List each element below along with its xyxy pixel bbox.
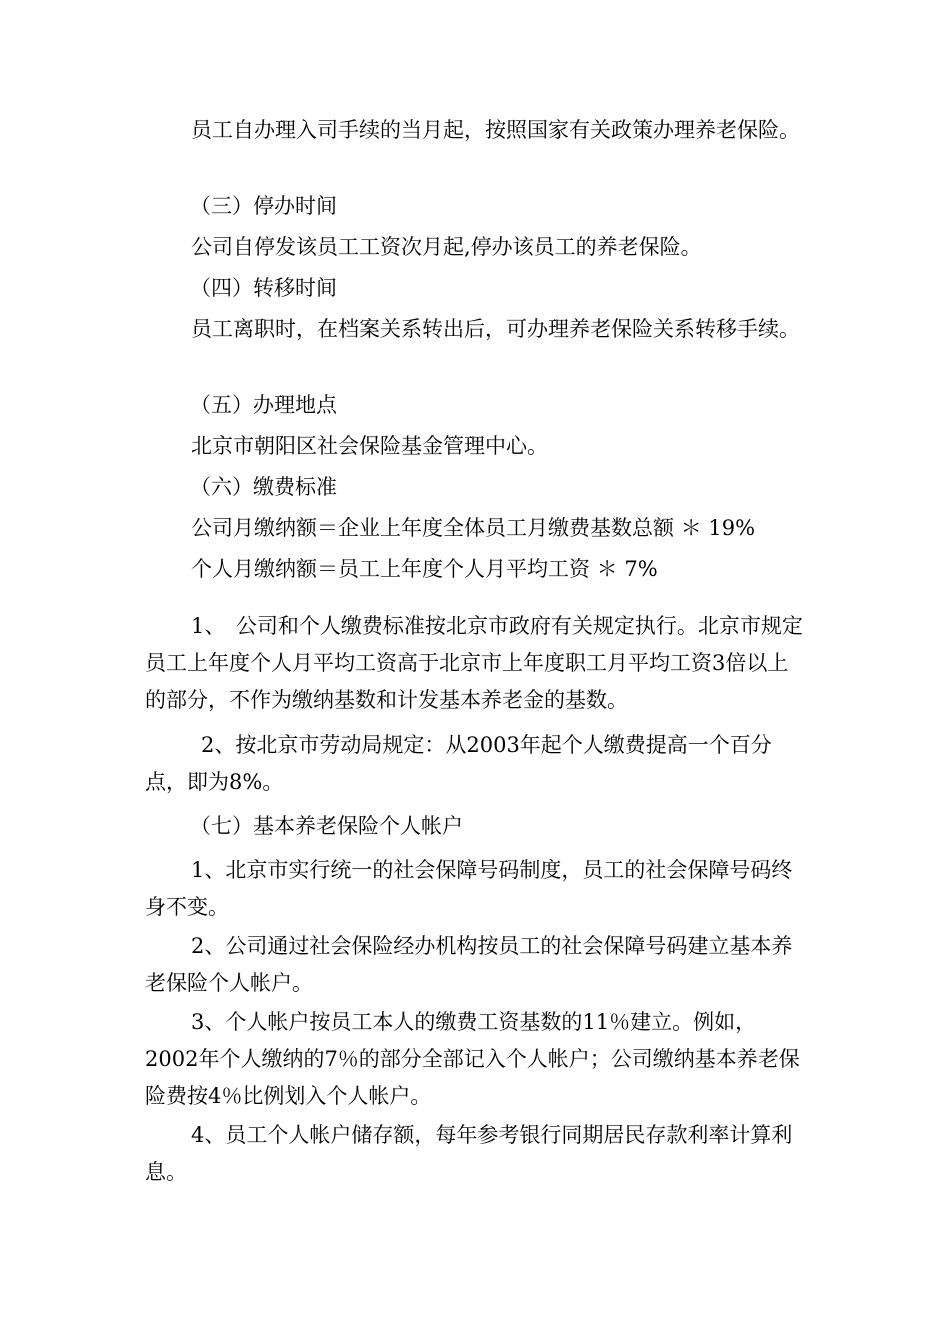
paragraph-location: 北京市朝阳区社会保险基金管理中心。 (191, 434, 548, 458)
heading-stop-time: （三）停办时间 (190, 194, 337, 218)
formula-personal-payment: 个人月缴纳额＝员工上年度个人月平均工资 ＊ 7% (191, 557, 658, 581)
paragraph-stop-time: 公司自停发该员工工资次月起,停办该员工的养老保险。 (191, 235, 702, 259)
heading-payment-standard: （六）缴费标准 (190, 475, 337, 499)
account-item-1: 1、北京市实行统一的社会保障号码制度，员工的社会保障号码终身不变。 (145, 858, 793, 919)
heading-personal-account: （七）基本养老保险个人帐户 (190, 814, 463, 838)
heading-location: （五）办理地点 (190, 393, 337, 417)
paragraph-transfer-time: 员工离职时，在档案关系转出后，可办理养老保险关系转移手续。 (191, 317, 800, 341)
formula-company-payment: 公司月缴纳额＝企业上年度全体员工月缴费基数总额 ＊ 19% (191, 516, 756, 540)
note-2-rate-increase: 2、按北京市劳动局规定：从2003年起个人缴费提高一个百分点，即为8%。 (145, 733, 772, 794)
account-item-3: 3、个人帐户按员工本人的缴费工资基数的11％建立。例如，2002年个人缴纳的7％的部分全部记入个人帐户；公司缴纳基本养老保险费按4％比例划入个人帐户。 (145, 1010, 800, 1108)
heading-transfer-time: （四）转移时间 (190, 276, 337, 300)
account-item-4: 4、员工个人帐户储存额，每年参考银行同期居民存款利率计算利息。 (145, 1123, 793, 1184)
paragraph-enrollment-start: 员工自办理入司手续的当月起，按照国家有关政策办理养老保险。 (191, 118, 800, 142)
account-item-2: 2、公司通过社会保险经办机构按员工的社会保障号码建立基本养老保险个人帐户。 (145, 934, 793, 995)
note-1-payment-rules: 1、 公司和个人缴费标准按北京市政府有关规定执行。北京市规定员工上年度个人月平均工资高于北京市上年度职工月平均工资3倍以上的部分，不作为缴纳基数和计发基本养老金的基数。 (145, 614, 803, 712)
